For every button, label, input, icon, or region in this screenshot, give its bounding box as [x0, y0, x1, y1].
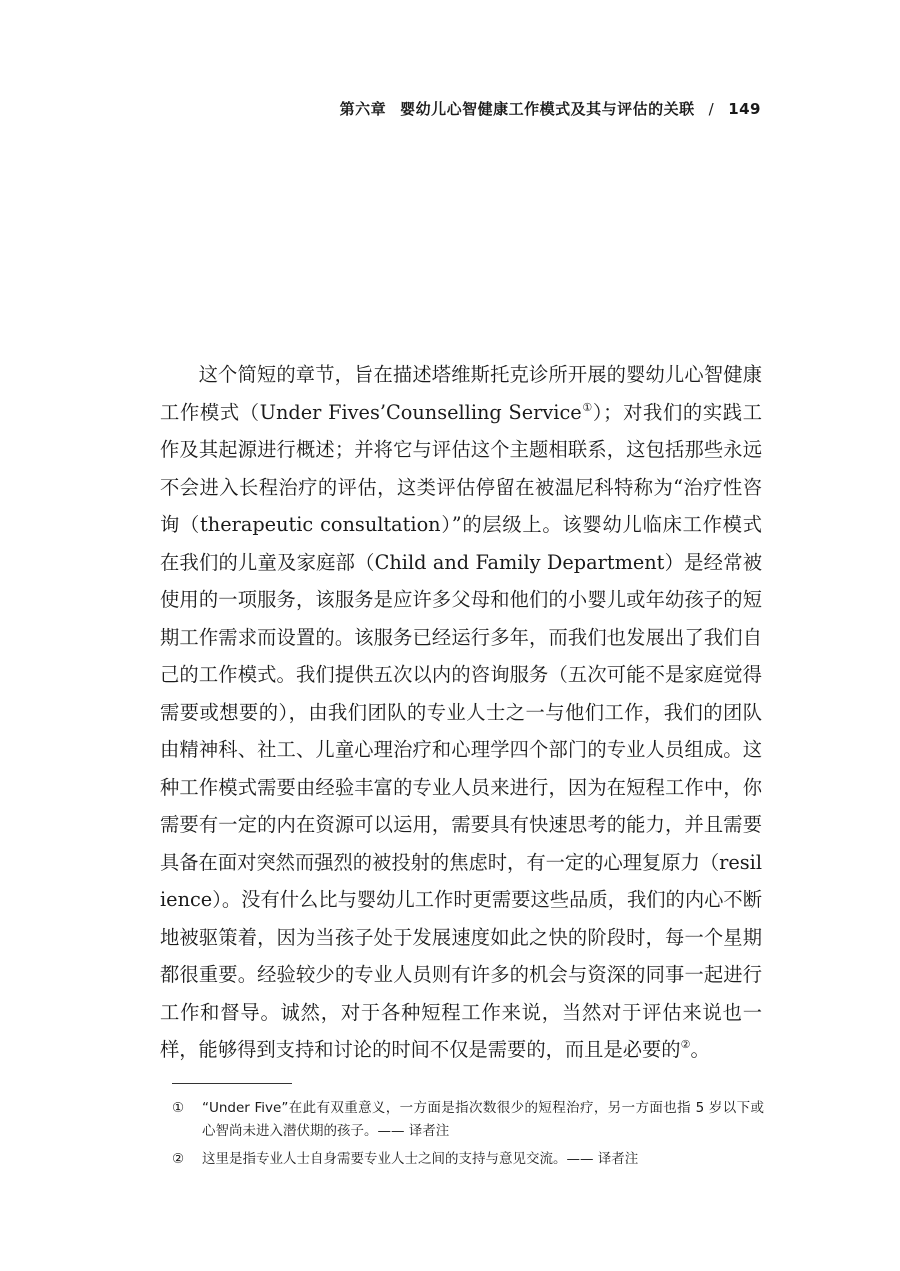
footnotes [172, 1097, 764, 1176]
footnote-marker: ① [172, 1100, 185, 1116]
page-number: 149 [728, 100, 761, 118]
footnote-1 [172, 1097, 764, 1143]
footnote-reference-1[interactable]: ① [581, 400, 593, 414]
chapter-title: 婴幼儿心智健康工作模式及其与评估的关联 [400, 100, 695, 118]
body-text-segment-1: 这个简短的章节，旨在描述塔维斯托克诊所开展的婴幼儿心智健康工作模式（Under Fives’Counselling Service [160, 363, 762, 424]
footnote-divider [172, 1083, 292, 1084]
footnote-reference-2[interactable]: ② [680, 1038, 691, 1051]
chapter-label: 第六章 [339, 100, 387, 118]
body-text-segment-3: 。 [690, 1038, 710, 1061]
footnote-2 [172, 1148, 764, 1171]
footnote-text: “Under Five”在此有双重意义，一方面是指次数很少的短程治疗，另一方面也指 5 岁以下或心智尚未进入潜伏期的孩子。—— 译者注 [202, 1100, 764, 1139]
header-separator: / [708, 100, 715, 118]
footnote-text: 这里是指专业人士自身需要专业人士之间的支持与意见交流。—— 译者注 [202, 1151, 639, 1167]
body-paragraph [160, 356, 762, 1069]
body-text-segment-2: ）；对我们的实践工作及其起源进行概述；并将它与评估这个主题相联系，这包括那些永远不会进入长程治疗的评估，这类评估停留在被温尼科特称为“治疗性咨询（therapeutic consultation）”的层级上。该婴幼儿临床工作模式在我们的儿童及家庭部（Child and Family Department）是经常被使用的一项服务，该服务是应许多父母和他们的小婴儿或年幼孩子的短期工作需求而设置的。该服务已经运行多年，而我们也发展出了我们自己的工作模式。我们提供五次以内的咨询服务（五次可能不是家庭觉得需要或想要的），由我们团队的专业人士之一与他们工作，我们的团队由精神科、社工、儿童心理治疗和心理学四个部门的专业人员组成。这种工作模式需要由经验丰富的专业人员来进行，因为在短程工作中，你需要有一定的内在资源可以运用，需要具有快速思考的能力，并且需要具备在面对突然而强烈的被投射的焦虑时，有一定的心理复原力（resilience）。没有什么比与婴幼儿工作时更需要这些品质，我们的内心不断地被驱策着，因为当孩子处于发展速度如此之快的阶段时，每一个星期都很重要。经验较少的专业人员则有许多的机会与资深的同事一起进行工作和督导。诚然，对于各种短程工作来说，当然对于评估来说也一样，能够得到支持和讨论的时间不仅是需要的，而且是必要的 [160, 400, 763, 1061]
running-header [340, 99, 761, 119]
footnote-marker: ② [172, 1151, 185, 1167]
